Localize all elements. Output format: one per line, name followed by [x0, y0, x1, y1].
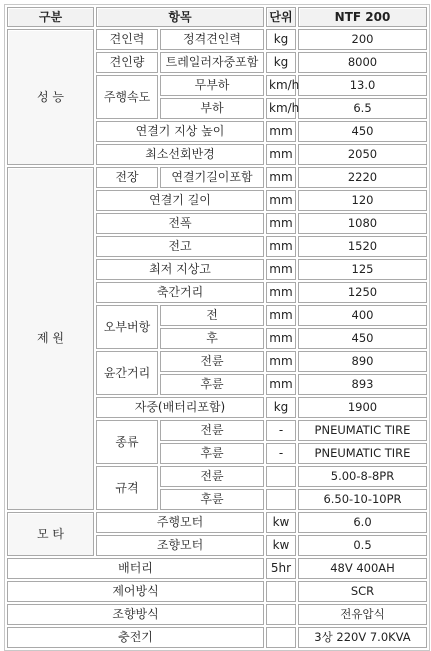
tire-type-label: 종류 — [96, 420, 158, 464]
turning-radius-label: 최소선회반경 — [96, 144, 264, 165]
weight-label: 자중(배터리포함) — [96, 397, 264, 418]
overall-height-value: 1520 — [298, 236, 427, 257]
overall-height-unit: mm — [266, 236, 296, 257]
speed-loaded-value: 6.5 — [298, 98, 427, 119]
towing-force-unit: kg — [266, 29, 296, 50]
towing-capacity-label: 견인량 — [96, 52, 158, 73]
tire-size-rear-unit — [266, 489, 296, 510]
towing-force-value: 200 — [298, 29, 427, 50]
charger-unit — [266, 627, 296, 648]
tread-label: 윤간거리 — [96, 351, 158, 395]
overhang-front-sub: 전 — [160, 305, 264, 326]
coupler-height-label: 연결기 지상 높이 — [96, 121, 264, 142]
overhang-front-value: 400 — [298, 305, 427, 326]
header-model: NTF 200 — [298, 7, 427, 27]
tread-rear-value: 893 — [298, 374, 427, 395]
tire-type-rear-unit: - — [266, 443, 296, 464]
overhang-rear-sub: 후 — [160, 328, 264, 349]
control-method-value: SCR — [298, 581, 427, 602]
row-charger — [7, 627, 427, 648]
towing-force-label: 견인력 — [96, 29, 158, 50]
charger-label: 충전기 — [7, 627, 264, 648]
tire-size-front-value: 5.00-8-8PR — [298, 466, 427, 487]
steering-motor-unit: kw — [266, 535, 296, 556]
tire-size-front-sub: 전륜 — [160, 466, 264, 487]
wheelbase-value: 1250 — [298, 282, 427, 303]
tread-front-unit: mm — [266, 351, 296, 372]
steering-method-unit — [266, 604, 296, 625]
tire-type-front-value: PNEUMATIC TIRE — [298, 420, 427, 441]
overall-height-label: 전고 — [96, 236, 264, 257]
overall-length-value: 2220 — [298, 167, 427, 188]
tire-size-front-unit — [266, 466, 296, 487]
row-control-method — [7, 581, 427, 602]
speed-unloaded-unit: km/h — [266, 75, 296, 96]
group-performance: 성 능 — [7, 29, 94, 165]
travel-speed-label: 주행속도 — [96, 75, 158, 119]
header-unit: 단위 — [266, 7, 296, 27]
charger-value: 3상 220V 7.0KVA — [298, 627, 427, 648]
row-battery — [7, 558, 427, 579]
overall-length-unit: mm — [266, 167, 296, 188]
drive-motor-value: 6.0 — [298, 512, 427, 533]
row-towing-force — [7, 29, 427, 50]
overall-length-label: 전장 — [96, 167, 158, 188]
overhang-rear-value: 450 — [298, 328, 427, 349]
coupler-height-value: 450 — [298, 121, 427, 142]
overall-length-sub: 연결기길이포함 — [160, 167, 264, 188]
header-item: 항목 — [96, 7, 264, 27]
tire-type-front-unit: - — [266, 420, 296, 441]
ground-clearance-unit: mm — [266, 259, 296, 280]
coupler-length-value: 120 — [298, 190, 427, 211]
overhang-label: 오부버항 — [96, 305, 158, 349]
speed-unloaded-value: 13.0 — [298, 75, 427, 96]
tire-size-rear-sub: 후륜 — [160, 489, 264, 510]
spec-table — [4, 4, 430, 651]
coupler-length-label: 연결기 길이 — [96, 190, 264, 211]
group-specs: 제 원 — [7, 167, 94, 510]
overhang-front-unit: mm — [266, 305, 296, 326]
overhang-rear-unit: mm — [266, 328, 296, 349]
steering-motor-label: 조향모터 — [96, 535, 264, 556]
towing-capacity-value: 8000 — [298, 52, 427, 73]
overall-width-value: 1080 — [298, 213, 427, 234]
tire-type-rear-value: PNEUMATIC TIRE — [298, 443, 427, 464]
steering-motor-value: 0.5 — [298, 535, 427, 556]
weight-unit: kg — [266, 397, 296, 418]
header-row — [7, 7, 427, 27]
battery-unit: 5hr — [266, 558, 296, 579]
row-overall-length — [7, 167, 427, 188]
tread-rear-sub: 후륜 — [160, 374, 264, 395]
control-method-label: 제어방식 — [7, 581, 264, 602]
drive-motor-label: 주행모터 — [96, 512, 264, 533]
tire-type-rear-sub: 후륜 — [160, 443, 264, 464]
row-drive-motor — [7, 512, 427, 533]
coupler-height-unit: mm — [266, 121, 296, 142]
steering-method-value: 전유압식 — [298, 604, 427, 625]
towing-force-sub: 정격견인력 — [160, 29, 264, 50]
tread-front-sub: 전륜 — [160, 351, 264, 372]
header-category: 구분 — [7, 7, 94, 27]
tread-rear-unit: mm — [266, 374, 296, 395]
speed-loaded-unit: km/h — [266, 98, 296, 119]
battery-value: 48V 400AH — [298, 558, 427, 579]
tire-size-rear-value: 6.50-10-10PR — [298, 489, 427, 510]
towing-capacity-sub: 트레일러자중포함 — [160, 52, 264, 73]
overall-width-label: 전폭 — [96, 213, 264, 234]
control-method-unit — [266, 581, 296, 602]
ground-clearance-value: 125 — [298, 259, 427, 280]
wheelbase-unit: mm — [266, 282, 296, 303]
tire-size-label: 규격 — [96, 466, 158, 510]
speed-unloaded-sub: 무부하 — [160, 75, 264, 96]
towing-capacity-unit: kg — [266, 52, 296, 73]
wheelbase-label: 축간거리 — [96, 282, 264, 303]
speed-loaded-sub: 부하 — [160, 98, 264, 119]
tire-type-front-sub: 전륜 — [160, 420, 264, 441]
coupler-length-unit: mm — [266, 190, 296, 211]
overall-width-unit: mm — [266, 213, 296, 234]
battery-label: 배터리 — [7, 558, 264, 579]
drive-motor-unit: kw — [266, 512, 296, 533]
row-steering-method — [7, 604, 427, 625]
turning-radius-value: 2050 — [298, 144, 427, 165]
steering-method-label: 조향방식 — [7, 604, 264, 625]
group-motor: 모 타 — [7, 512, 94, 556]
weight-value: 1900 — [298, 397, 427, 418]
turning-radius-unit: mm — [266, 144, 296, 165]
tread-front-value: 890 — [298, 351, 427, 372]
ground-clearance-label: 최저 지상고 — [96, 259, 264, 280]
